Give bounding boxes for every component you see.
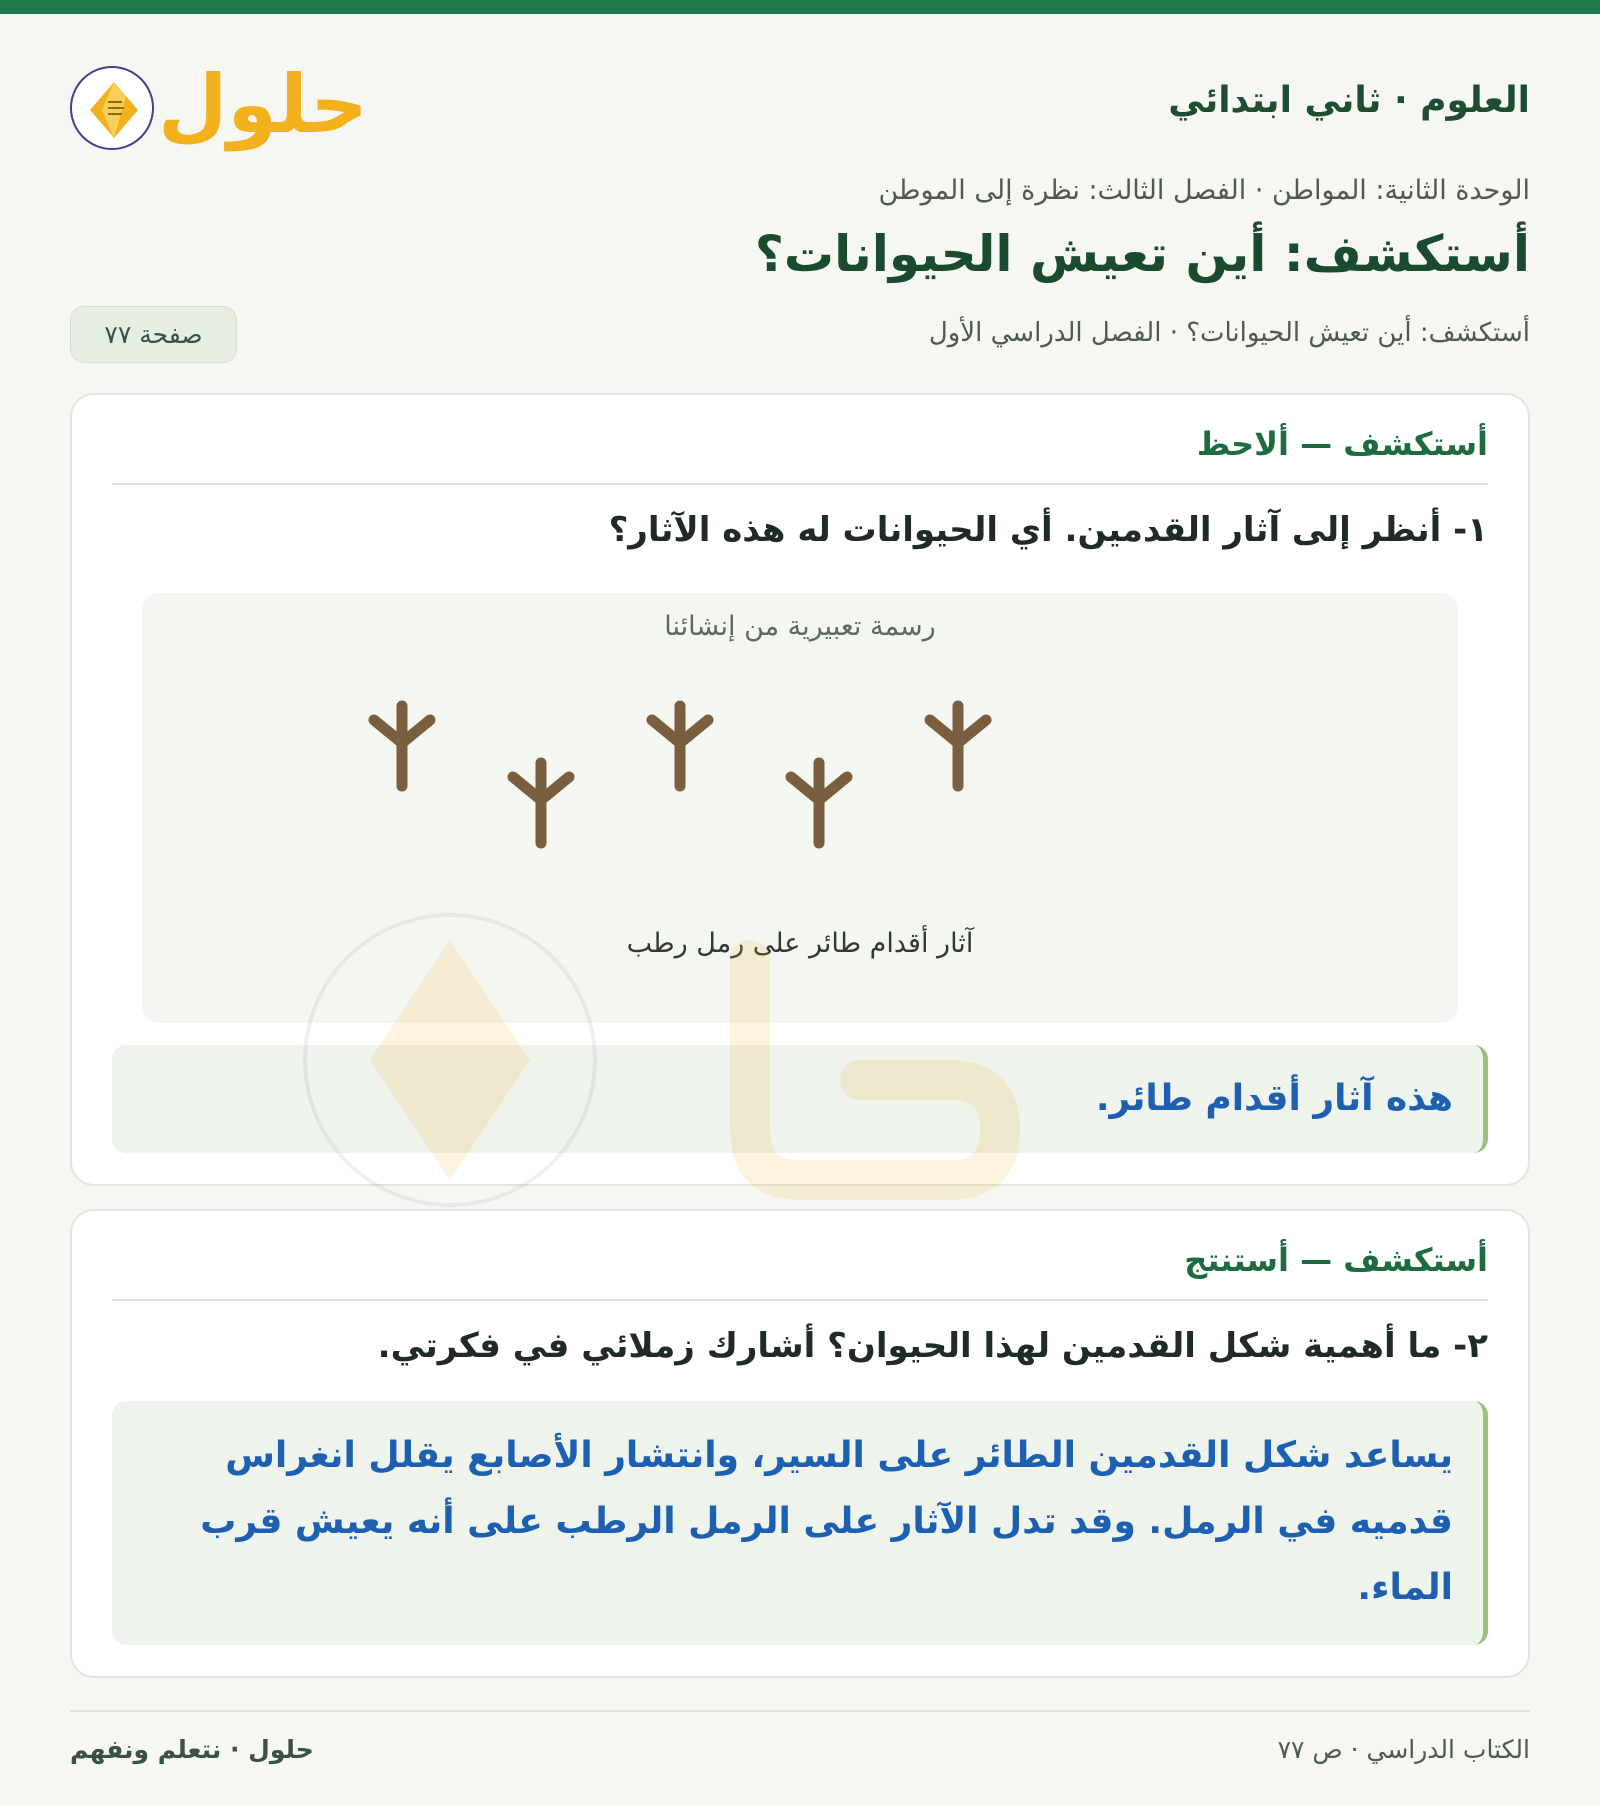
conclude-card [70, 1209, 1530, 1678]
breadcrumb: الوحدة الثانية: المواطن · الفصل الثالث: نظرة إلى الموطن [878, 175, 1530, 206]
footer-divider [70, 1710, 1530, 1712]
page-number-badge: صفحة ٧٧ [70, 306, 237, 363]
subject-title: العلوم · ثاني ابتدائي [1168, 80, 1530, 121]
section-header: أستكشف — ألاحظ [112, 425, 1488, 485]
bird-footprint [652, 706, 708, 786]
page-header [70, 50, 1530, 160]
bird-footprint [374, 706, 430, 786]
bird-footprint [930, 706, 986, 786]
answer-text: يساعد شكل القدمين الطائر على السير، وانتشار الأصابع يقلل انغراس قدميه في الرمل. وقد تدل الآثار على الرمل الرطب على أنه يعيش قرب الماء. [200, 1435, 1453, 1608]
footer-book-ref: الكتاب الدراسي · ص ٧٧ [1277, 1735, 1530, 1764]
question-text: ١- أنظر إلى آثار القدمين. أي الحيوانات له هذه الآثار؟ [608, 510, 1488, 550]
answer-box [112, 1045, 1488, 1153]
section-header: أستكشف — أستنتج [112, 1241, 1488, 1301]
page-title: أستكشف: أين تعيش الحيوانات؟ [754, 225, 1530, 283]
hulul-logo[interactable] [70, 50, 368, 160]
logo-wordmark: حلول [158, 58, 368, 151]
footer-brand: حلول · نتعلم ونفهم [70, 1735, 314, 1764]
book-icon [70, 66, 154, 150]
bird-footprint [791, 763, 847, 843]
answer-text: هذه آثار أقدام طائر. [1095, 1078, 1453, 1119]
bird-tracks-illustration [142, 593, 1458, 1023]
question-text: ٢- ما أهمية شكل القدمين لهذا الحيوان؟ أشارك زملائي في فكرتي. [377, 1326, 1488, 1366]
illustration-caption: آثار أقدام طائر على رمل رطب [626, 928, 974, 959]
observe-card [70, 393, 1530, 1186]
bird-footprint [513, 763, 569, 843]
lesson-meta: أستكشف: أين تعيش الحيوانات؟ · الفصل الدراسي الأول [928, 318, 1530, 348]
illustration-note: رسمة تعبيرية من إنشائنا [664, 611, 936, 642]
answer-box [112, 1401, 1488, 1645]
top-accent-bar [0, 0, 1600, 14]
